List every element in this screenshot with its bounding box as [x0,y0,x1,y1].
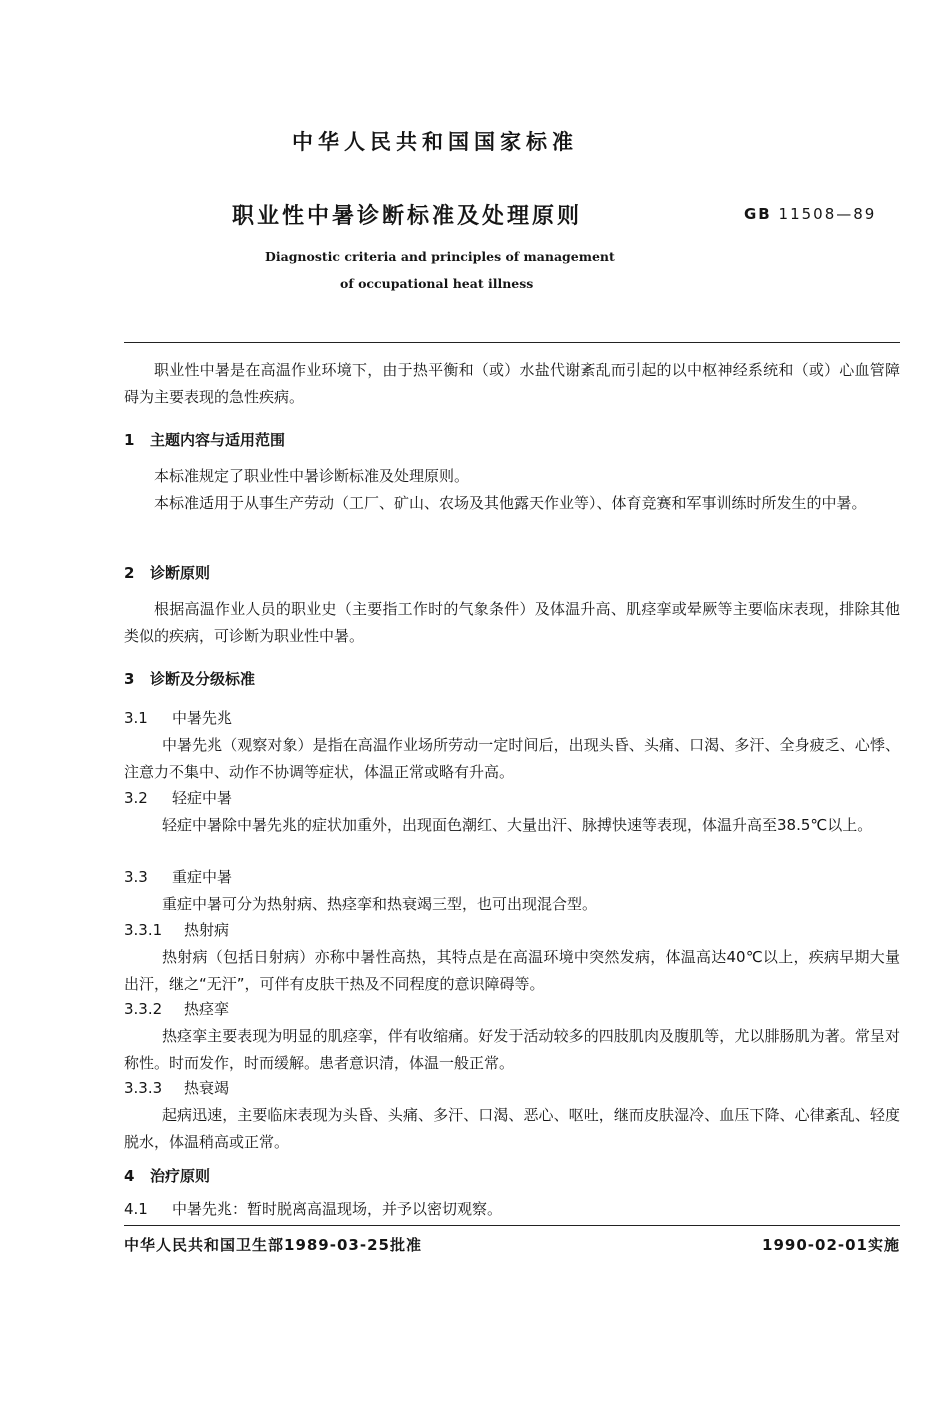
section-1-paragraph-2: 本标准适用于从事生产劳动（工厂、矿山、农场及其他露天作业等）、体育竞赛和军事训练时所发生的中暑。 [154,494,867,512]
subsection-title: 轻症中暑 [172,789,233,807]
gb-number: 11508—89 [778,205,877,223]
subsection-title: 中暑先兆 [172,709,233,727]
subsection-number: 3.3.3 [124,1079,163,1097]
bottom-divider [124,1225,900,1226]
section-3-heading [124,668,255,689]
subsection-3-2-text: 轻症中暑除中暑先兆的症状加重外，出现面色潮红、大量出汗、脉搏快速等表现，体温升高至38.5℃以上。 [162,816,873,834]
subsection-3-1-text: 中暑先兆（观察对象）是指在高温作业场所劳动一定时间后，出现头昏、头痛、口渴、多汗、全身疲乏、心悸、注意力不集中、动作不协调等症状，体温正常或略有升高。 [124,736,900,781]
english-title-line1: Diagnostic criteria and principles of management [265,249,615,264]
effective-date: 1990-02-01实施 [762,1236,900,1254]
subsection-number: 3.3.1 [124,921,163,939]
subsection-3-1-heading [124,707,232,728]
document-title: 职业性中暑诊断标准及处理原则 [232,204,583,229]
subsection-3-3-2-heading [124,998,229,1019]
section-number: 2 [124,564,135,582]
standard-number [744,205,876,223]
subsection-text: 中暑先兆：暂时脱离高温现场，并予以密切观察。 [172,1200,503,1218]
section-title: 诊断及分级标准 [150,670,256,688]
subsection-number: 4.1 [124,1200,148,1218]
section-title: 诊断原则 [150,564,211,582]
subsection-title: 热射病 [184,921,230,939]
subsection-number: 3.2 [124,789,148,807]
subsection-number: 3.3.2 [124,1000,163,1018]
section-number: 3 [124,670,135,688]
subsection-3-3-text: 重症中暑可分为热射病、热痉挛和热衰竭三型，也可出现混合型。 [162,895,598,913]
subsection-title: 重症中暑 [172,868,233,886]
section-2-heading [124,562,210,583]
subsection-4-1 [124,1198,502,1219]
section-title: 主题内容与适用范围 [150,431,286,449]
section-1-paragraph-1: 本标准规定了职业性中暑诊断标准及处理原则。 [154,467,470,485]
subsection-3-3-2-text: 热痉挛主要表现为明显的肌痉挛，伴有收缩痛。好发于活动较多的四肢肌肉及腹肌等，尤以腓肠肌为著。常呈对称性。时而发作，时而缓解。患者意识清，体温一般正常。 [124,1027,900,1072]
english-title-line2: of occupational heat illness [340,276,534,291]
subsection-3-2-heading [124,787,232,808]
approval-note: 中华人民共和国卫生部1989-03-25批准 [124,1236,422,1254]
section-number: 4 [124,1167,135,1185]
subsection-3-3-1-text: 热射病（包括日射病）亦称中暑性高热，其特点是在高温环境中突然发病，体温高达40℃以上，疾病早期大量出汗，继之“无汗”，可伴有皮肤干热及不同程度的意识障碍等。 [124,948,900,993]
gb-prefix: GB [744,205,772,223]
section-4-heading [124,1165,210,1186]
subsection-3-3-1-heading [124,919,229,940]
section-1-heading [124,429,285,450]
top-divider [124,342,900,343]
subsection-3-3-3-heading [124,1077,229,1098]
subsection-number: 3.1 [124,709,148,727]
section-title: 治疗原则 [150,1167,211,1185]
section-number: 1 [124,431,135,449]
section-2-paragraph: 根据高温作业人员的职业史（主要指工作时的气象条件）及体温升高、肌痉挛或晕厥等主要临床表现，排除其他类似的疾病，可诊断为职业性中暑。 [124,600,900,645]
subsection-3-3-heading [124,866,232,887]
issuer-heading: 中华人民共和国国家标准 [292,130,578,154]
subsection-number: 3.3 [124,868,148,886]
subsection-title: 热衰竭 [184,1079,230,1097]
subsection-title: 热痉挛 [184,1000,230,1018]
subsection-3-3-3-text: 起病迅速，主要临床表现为头昏、头痛、多汗、口渴、恶心、呕吐，继而皮肤湿冷、血压下降、心律紊乱、轻度脱水，体温稍高或正常。 [124,1106,900,1151]
intro-paragraph: 职业性中暑是在高温作业环境下，由于热平衡和（或）水盐代谢紊乱而引起的以中枢神经系统和（或）心血管障碍为主要表现的急性疾病。 [124,361,900,406]
